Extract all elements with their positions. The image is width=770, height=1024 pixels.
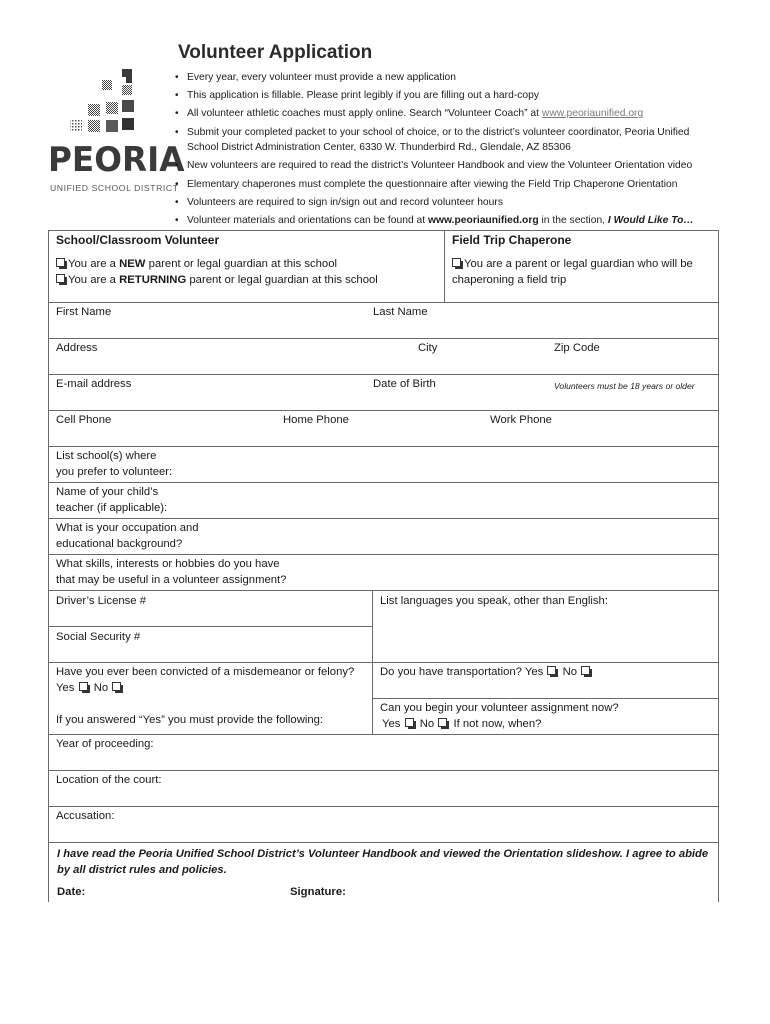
option-text: You are a — [68, 258, 120, 270]
ssn-label: Social Security # — [56, 631, 141, 643]
skills-label-line2: that may be useful in a volunteer assignment? — [56, 574, 287, 586]
dob-label: Date of Birth — [373, 378, 436, 390]
begin-now-question: Can you begin your volunteer assignment now? — [380, 702, 619, 714]
instruction-text: Every year, every volunteer must provide a new application — [187, 72, 457, 83]
languages-label: List languages you speak, other than English: — [380, 595, 608, 607]
schools-label-line1: List school(s) where — [56, 450, 157, 462]
option-text: parent or legal guardian at this school — [186, 274, 378, 286]
list-item — [173, 70, 733, 86]
instruction-text: Volunteer materials and orientations can be found at — [187, 214, 426, 226]
new-parent-option[interactable] — [55, 256, 337, 272]
conviction-question: Have you ever been convicted of a misdemeanor or felony? — [56, 666, 355, 678]
drivers-license-label: Driver’s License # — [56, 595, 146, 607]
checkbox-icon[interactable] — [56, 274, 65, 283]
child-teacher-label-line1: Name of your child’s — [56, 486, 159, 498]
city-label: City — [418, 342, 438, 354]
schools-label-line2: you prefer to volunteer: — [56, 466, 173, 478]
list-item — [173, 158, 733, 174]
returning-parent-option[interactable] — [55, 272, 378, 288]
date-label: Date: — [57, 886, 86, 898]
instruction-text: Elementary chaperones must complete the questionnaire after viewing the Field Trip Chaperone Orientation — [187, 178, 678, 190]
list-item — [173, 125, 733, 156]
website-text: www.peoriaunified.org — [428, 214, 539, 226]
logo-wordmark: PEORIA — [48, 140, 185, 180]
begin-now-options — [382, 716, 541, 732]
instruction-text: All volunteer athletic coaches must apply online. Search “Volunteer Coach” at — [187, 108, 540, 120]
cell-phone-label: Cell Phone — [56, 414, 112, 426]
website-link[interactable]: www.peoriaunified.org — [541, 108, 644, 120]
list-item — [173, 213, 733, 229]
no-text: No — [93, 682, 109, 694]
yes-text: Yes — [382, 718, 401, 730]
signature-label: Signature: — [290, 886, 346, 898]
occupation-label-line1: What is your occupation and — [56, 522, 199, 534]
logo-subtitle: UNIFIED SCHOOL DISTRICT — [50, 183, 179, 193]
field-trip-option-line2: chaperoning a field trip — [452, 274, 567, 286]
page-title: Volunteer Application — [178, 42, 373, 63]
if-yes-instruction: If you answered “Yes” you must provide the following: — [56, 714, 324, 726]
instruction-text: This application is fillable. Please print legibly if you are filling out a hard-copy — [187, 90, 539, 102]
field-trip-option[interactable] — [451, 256, 693, 272]
instruction-text: Volunteers are required to sign in/sign out and record volunteer hours — [187, 196, 503, 208]
zip-label: Zip Code — [554, 342, 600, 354]
last-name-label: Last Name — [373, 306, 428, 318]
transportation-question — [380, 664, 593, 680]
option-bold-text: NEW — [119, 258, 146, 270]
option-text: You are a — [68, 274, 120, 286]
transportation-text: Do you have transportation? Yes — [380, 666, 544, 678]
work-phone-label: Work Phone — [490, 414, 552, 426]
list-item — [173, 195, 733, 211]
checkbox-icon[interactable] — [438, 718, 447, 727]
accusation-label: Accusation: — [56, 810, 115, 822]
list-item — [173, 177, 733, 193]
no-text: No — [419, 718, 435, 730]
age-requirement-note: Volunteers must be 18 years or older — [554, 381, 695, 391]
instruction-text: Submit your completed packet to your school of choice, or to the district’s volunteer coordinator, Peoria Unified — [187, 126, 690, 138]
no-text: No — [562, 666, 578, 678]
instruction-text: School District Administration Center, 6330 W. Thunderbird Rd., Glendale, AZ 85306 — [187, 142, 571, 154]
child-teacher-label-line2: teacher (if applicable): — [56, 502, 168, 514]
checkbox-icon[interactable] — [112, 682, 121, 691]
list-item — [173, 106, 733, 122]
checkbox-icon[interactable] — [56, 258, 65, 267]
court-location-label: Location of the court: — [56, 774, 162, 786]
checkbox-icon[interactable] — [405, 718, 414, 727]
checkbox-icon[interactable] — [79, 682, 88, 691]
skills-label-line1: What skills, interests or hobbies do you have — [56, 558, 280, 570]
school-volunteer-heading: School/Classroom Volunteer — [56, 233, 220, 247]
option-text: You are a parent or legal guardian who will be — [464, 258, 693, 270]
if-not-text: If not now, when? — [453, 718, 542, 730]
instruction-text: New volunteers are required to read the district’s Volunteer Handbook and view the Volunteer Orientation video — [187, 160, 693, 172]
occupation-label-line2: educational background? — [56, 538, 183, 550]
checkbox-icon[interactable] — [581, 666, 590, 675]
first-name-label: First Name — [56, 306, 112, 318]
district-logo — [48, 66, 185, 196]
agreement-statement: I have read the Peoria Unified School District’s Volunteer Handbook and viewed the Orientation slideshow. I agree to abide by all district rules and policies. — [57, 848, 709, 876]
home-phone-label: Home Phone — [283, 414, 349, 426]
email-label: E-mail address — [56, 378, 132, 390]
address-label: Address — [56, 342, 98, 354]
checkbox-icon[interactable] — [547, 666, 556, 675]
option-bold-text: RETURNING — [119, 274, 187, 286]
instruction-text: in the section, — [541, 214, 606, 226]
conviction-options — [56, 680, 124, 696]
logo-mosaic-icon — [66, 66, 156, 138]
field-trip-heading: Field Trip Chaperone — [452, 233, 572, 247]
section-name-text: I Would Like To… — [607, 214, 694, 226]
option-text: parent or legal guardian at this school — [145, 258, 337, 270]
list-item — [173, 88, 733, 104]
yes-text: Yes — [56, 682, 75, 694]
instructions-list — [173, 70, 733, 231]
checkbox-icon[interactable] — [452, 258, 461, 267]
year-of-proceeding-label: Year of proceeding: — [56, 738, 154, 750]
